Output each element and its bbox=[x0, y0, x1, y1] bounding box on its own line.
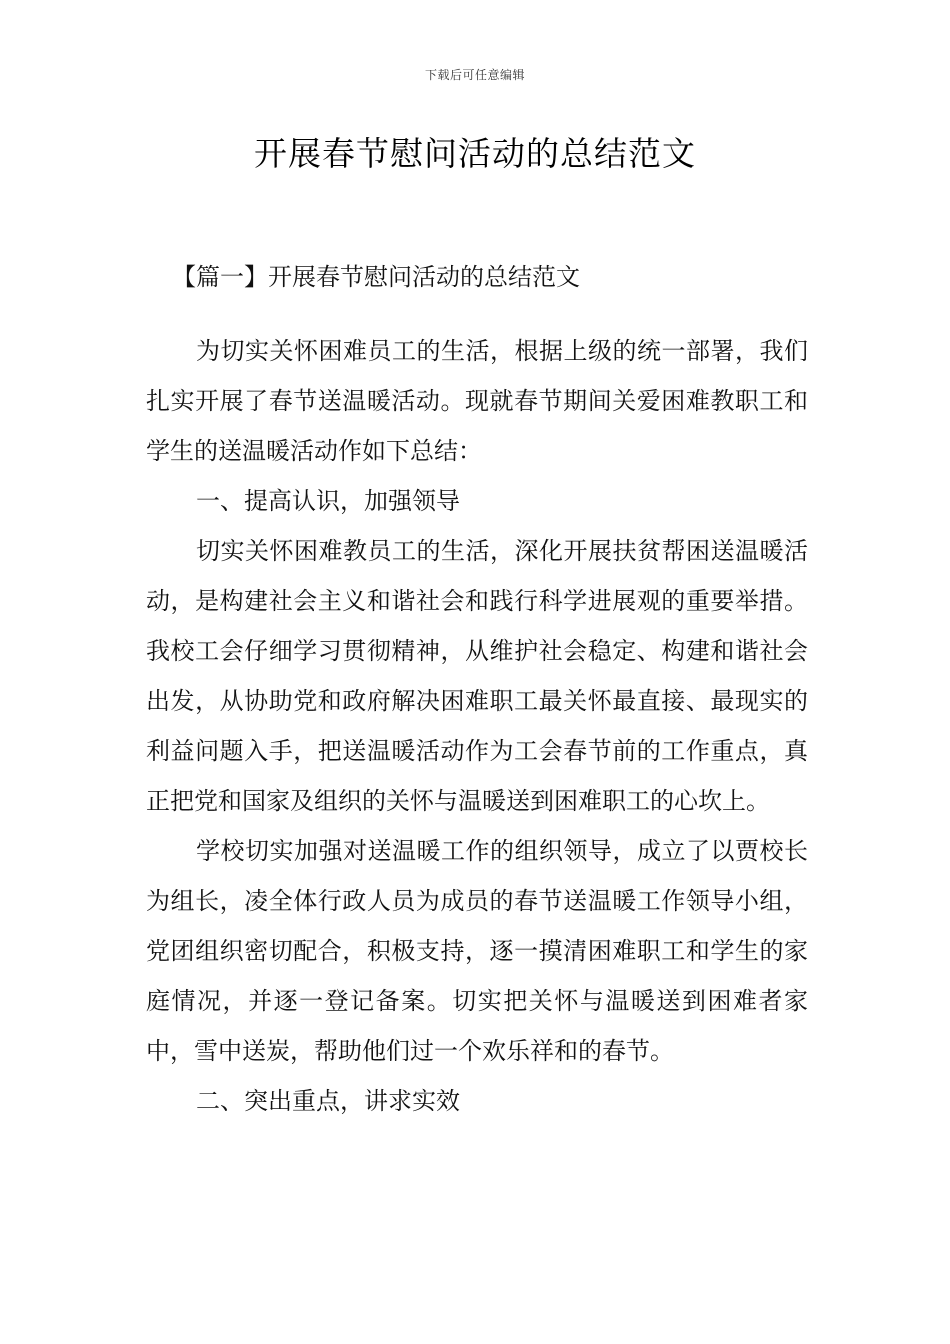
document-body bbox=[146, 326, 808, 1126]
paragraph-leadership: 学校切实加强对送温暖工作的组织领导，成立了以贾校长为组长，凌全体行政人员为成员的春节送温暖工作领导小组，党团组织密切配合，积极支持，逐一摸清困难职工和学生的家庭情况，并逐一登记备案。切实把关怀与温暖送到困难者家中，雪中送炭，帮助他们过一个欢乐祥和的春节。 bbox=[146, 837, 808, 1065]
paragraph-intro: 为切实关怀困难员工的生活，根据上级的统一部署，我们扎实开展了春节送温暖活动。现就春节期间关爱困难教职工和学生的送温暖活动作如下总结： bbox=[146, 337, 808, 465]
paragraph-awareness: 切实关怀困难教员工的生活，深化开展扶贫帮困送温暖活动，是构建社会主义和谐社会和践行科学进展观的重要举措。我校工会仔细学习贯彻精神，从维护社会稳定、构建和谐社会出发，从协助党和政府解决困难职工最关怀最直接、最现实的利益问题入手，把送温暖活动作为工会春节前的工作重点，真正把党和国家及组织的关怀与温暖送到困难职工的心坎上。 bbox=[146, 537, 808, 815]
subheading-one: 一、提高认识，加强领导 bbox=[196, 487, 460, 515]
subheading-two: 二、突出重点，讲求实效 bbox=[196, 1087, 460, 1115]
document-title: 开展春节慰问活动的总结范文 bbox=[254, 134, 696, 173]
header-note: 下载后可任意编辑 bbox=[424, 68, 525, 82]
section-heading: 【篇一】开展春节慰问活动的总结范文 bbox=[172, 263, 580, 291]
